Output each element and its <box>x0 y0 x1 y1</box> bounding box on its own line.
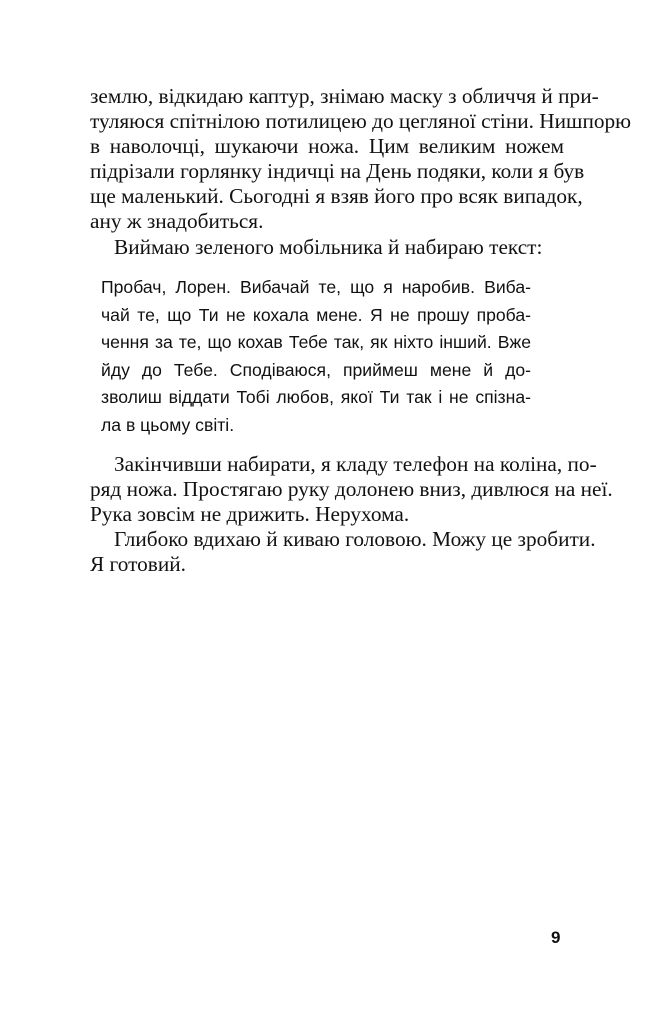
text-line: туляюся спітнілою потилицею до цегляної стіни. Нишпорю <box>90 109 632 134</box>
text-line: в наволочці, шукаючи ножа. Цим великим ножем <box>90 134 564 159</box>
text-line: підрізали горлянку індичці на День подяки, коли я був <box>90 159 585 184</box>
message-line: Пробач, Лорен. Вибачай те, що я наробив. Виба- <box>101 277 531 297</box>
message-line: зволиш віддати Тобі любов, якої Ти так і не спізна- <box>101 387 531 408</box>
text-line: Закінчивши набирати, я кладу телефон на коліна, по- <box>114 452 597 476</box>
text-line: Виймаю зеленого мобільника й набираю текст: <box>114 234 543 259</box>
text-line: землю, відкидаю каптур, знімаю маску з обличчя й при- <box>90 84 599 108</box>
text-line: Глибоко вдихаю й киваю головою. Можу це зробити. <box>114 527 596 552</box>
text-line: Рука зовсім не дрижить. Нерухома. <box>90 502 410 527</box>
text-line: Я готовий. <box>90 552 186 577</box>
text-line: ану ж знадобиться. <box>90 209 264 234</box>
paragraph-3 <box>90 452 613 527</box>
page-number: 9 <box>551 928 561 947</box>
body-text-bottom <box>90 452 613 577</box>
paragraph-1 <box>90 84 632 235</box>
message-line: чай те, що Ти не кохала мене. Я не прошу проба- <box>101 304 531 325</box>
message-line: чення за те, що кохав Тебе так, як ніхто інший. Вже <box>101 332 531 353</box>
text-message <box>101 274 531 440</box>
paragraph-2 <box>90 235 564 260</box>
paragraph-4 <box>90 527 596 577</box>
message-line: йду до Тебе. Сподіваюся, приймеш мене й до- <box>101 359 531 380</box>
message-line: ла в цьому світі. <box>101 414 235 435</box>
text-line: ще маленький. Сьогодні я взяв його про всяк випадок, <box>90 184 583 209</box>
body-text-top <box>90 84 632 260</box>
text-line: ряд ножа. Простягаю руку долонею вниз, дивлюся на неї. <box>90 477 613 502</box>
